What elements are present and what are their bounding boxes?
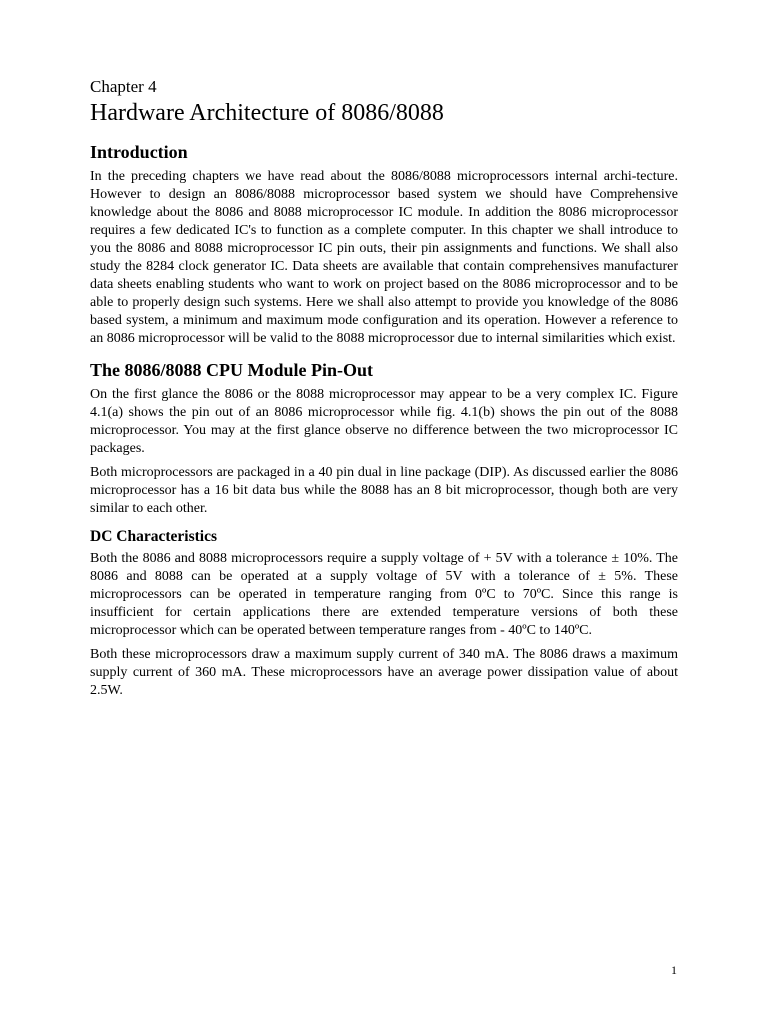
section-introduction bbox=[90, 140, 678, 348]
page-number: 1 bbox=[671, 963, 677, 977]
document-page bbox=[90, 76, 678, 706]
chapter-label: Chapter 4 bbox=[90, 77, 157, 96]
paragraph: Both microprocessors are packaged in a 40 pin dual in line package (DIP). As discussed earlier the 8086 microprocessor has a 16 bit data bus while the 8088 has an 8 bit microprocessor, though both are very similar to each other. bbox=[90, 465, 678, 516]
section-pinout bbox=[90, 358, 678, 518]
section-heading-introduction: Introduction bbox=[90, 142, 188, 162]
section-heading-dc-characteristics: DC Characteristics bbox=[90, 528, 217, 545]
paragraph: Both these microprocessors draw a maximum supply current of 340 mA. The 8086 draws a maximum supply current of 360 mA. These microprocessors have an average power dissipation value of about 2.5W. bbox=[90, 647, 678, 698]
section-dc-characteristics bbox=[90, 526, 678, 700]
paragraph: On the first glance the 8086 or the 8088 microprocessor may appear to be a very complex IC. Figure 4.1(a) shows the pin out of an 8086 microprocessor while fig. 4.1(b) shows the pin out of the 8088 microprocessor. You may at the first glance observe no difference between the two microprocessor IC packages. bbox=[90, 387, 678, 456]
paragraph: In the preceding chapters we have read about the 8086/8088 microprocessors internal archi-tecture. However to design an 8086/8088 microprocessor based system we should have Comprehensive knowledge about the 8086 and 8088 microprocessor IC module. In addition the 8086 microprocessor requires a few dedicated IC's to function as a complete computer. In this chapter we shall introduce to you the 8086 and 8088 microprocessor IC pin outs, their pin assignments and functions. We shall also study the 8284 clock generator IC. Data sheets are available that contain comprehensives manufacturer data sheets enabling students who want to work on project based on the 8086 microprocessor and to be able to properly design such systems. Here we shall also attempt to provide you knowledge of the 8086 based system, a minimum and maximum mode configuration and its operation. However a reference to an 8086 microprocessor will be valid to the 8088 microprocessor due to internal similarities which exist. bbox=[90, 169, 678, 346]
chapter-title: Hardware Architecture of 8086/8088 bbox=[90, 100, 444, 126]
section-heading-pinout: The 8086/8088 CPU Module Pin-Out bbox=[90, 360, 374, 380]
paragraph: Both the 8086 and 8088 microprocessors require a supply voltage of + 5V with a tolerance ± 10%. The 8086 and 8088 can be operated at a supply voltage of 5V with a tolerance of ± 5%. These microprocessors can be operated in temperature ranging from 0ºC to 70ºC. Since this range is insufficient for certain applications there are extended temperature versions of both these microprocessor which can be operated between temperature ranges from - 40ºC to 140ºC. bbox=[90, 551, 678, 638]
